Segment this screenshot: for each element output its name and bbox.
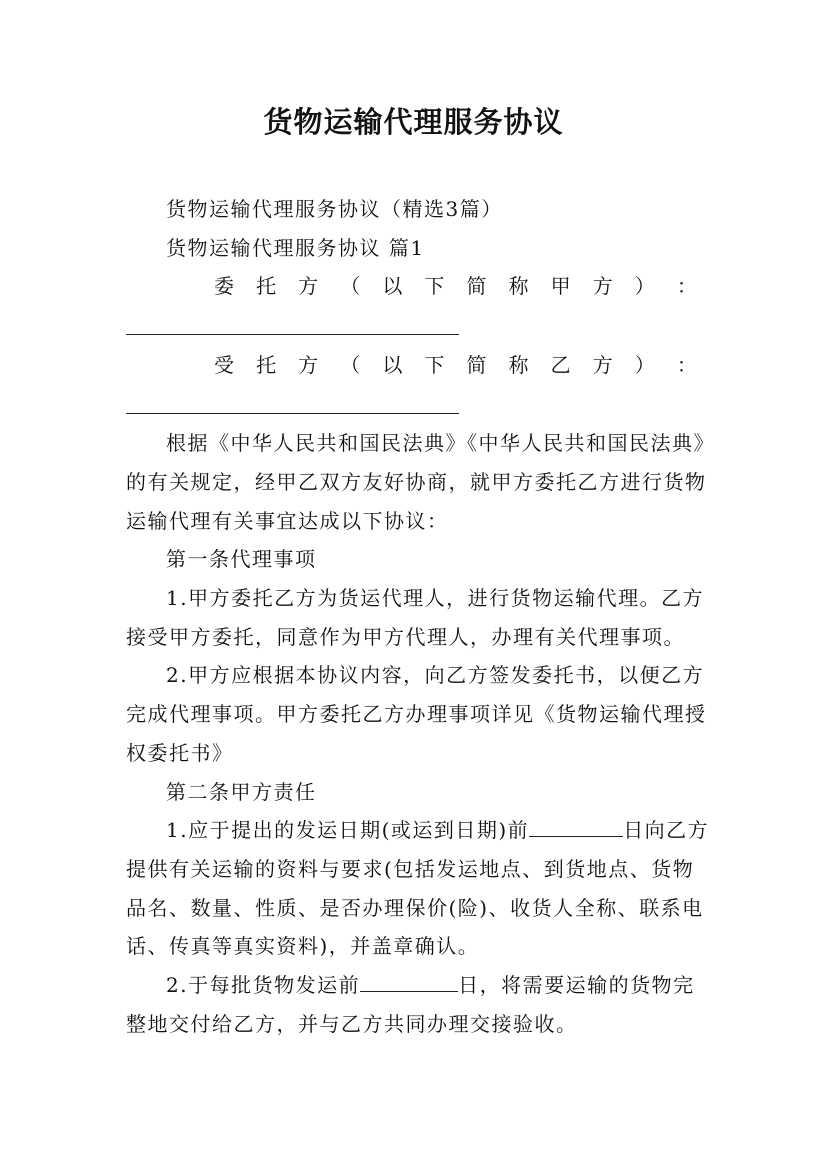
- party-b-char: 乙: [550, 352, 571, 377]
- party-a-char: 托: [256, 274, 277, 299]
- party-a-char: ：: [676, 274, 697, 299]
- article-2-item-2-text-before: 2.于每批货物发运前: [166, 973, 361, 998]
- party-b-char: 方: [298, 352, 319, 377]
- article-1-item-1: 1.甲方委托乙方为货运代理人，进行货物运输代理。乙方接受甲方委托，同意作为甲方代理人，办理有关代理事项。: [126, 586, 705, 649]
- article-1-item-2: 2.甲方应根据本协议内容，向乙方签发委托书，以便乙方完成代理事项。甲方委托乙方办理事项详见《货物运输代理授权委托书》: [126, 663, 707, 765]
- article-2-item-1-text-after: 日向乙方提供有关运输的资料与要求(包括发运地点、到货地点、货物品名、数量、性质、是否办理保价(险)、收货人全称、联系电话、传真等真实资料)，并盖章确认。: [126, 818, 710, 959]
- party-b-char: 以: [382, 352, 403, 377]
- party-a-char: 方: [592, 274, 613, 299]
- party-b-char: 简: [466, 352, 487, 377]
- party-a-char: 委: [214, 274, 234, 299]
- party-b-char: ：: [676, 352, 697, 377]
- party-a-blank-line: [126, 306, 459, 335]
- article-2-item-1-text-before: 1.应于提出的发运日期(或运到日期)前: [166, 818, 530, 843]
- party-b-char: 方: [592, 352, 613, 377]
- document-title: 货物运输代理服务协议: [263, 105, 564, 139]
- party-b-char: 托: [256, 352, 277, 377]
- section-heading: 货物运输代理服务协议 篇1: [166, 235, 425, 260]
- party-a-char: 方: [298, 274, 319, 299]
- party-a-char: （: [340, 274, 361, 299]
- party-b-char: ）: [634, 352, 655, 377]
- party-b-char: 受: [214, 352, 234, 377]
- article-2-item-2: [126, 966, 711, 1043]
- party-a-char: 简: [466, 274, 487, 299]
- intro-paragraph: 根据《中华人民共和国民法典》《中华人民共和国民法典》的有关规定，经甲乙双方友好协商，就甲方委托乙方进行货物运输代理有关事宜达成以下协议：: [126, 431, 707, 533]
- fill-in-blank: [360, 973, 458, 992]
- party-a-label: [126, 267, 711, 306]
- party-b-char: 称: [508, 352, 529, 377]
- subtitle: 货物运输代理服务协议（精选3篇）: [166, 197, 503, 221]
- fill-in-blank: [529, 818, 623, 837]
- article-2-heading: 第二条甲方责任: [166, 779, 317, 804]
- document-body: [126, 190, 711, 1043]
- party-b-label: [126, 346, 711, 385]
- party-a-char: 下: [424, 274, 445, 299]
- party-a-char: 以: [382, 274, 403, 299]
- party-a-char: 称: [508, 274, 529, 299]
- article-1-heading: 第一条代理事项: [166, 547, 317, 572]
- party-b-blank-line: [126, 385, 459, 414]
- party-b-char: 下: [424, 352, 445, 377]
- article-2-item-2-text-after: 日，将需要运输的货物完整地交付给乙方，并与乙方共同办理交接验收。: [126, 973, 695, 1036]
- party-a-char: ）: [634, 274, 655, 299]
- party-a-char: 甲: [550, 274, 571, 299]
- party-b-char: （: [340, 352, 361, 377]
- article-2-item-1: [126, 811, 711, 966]
